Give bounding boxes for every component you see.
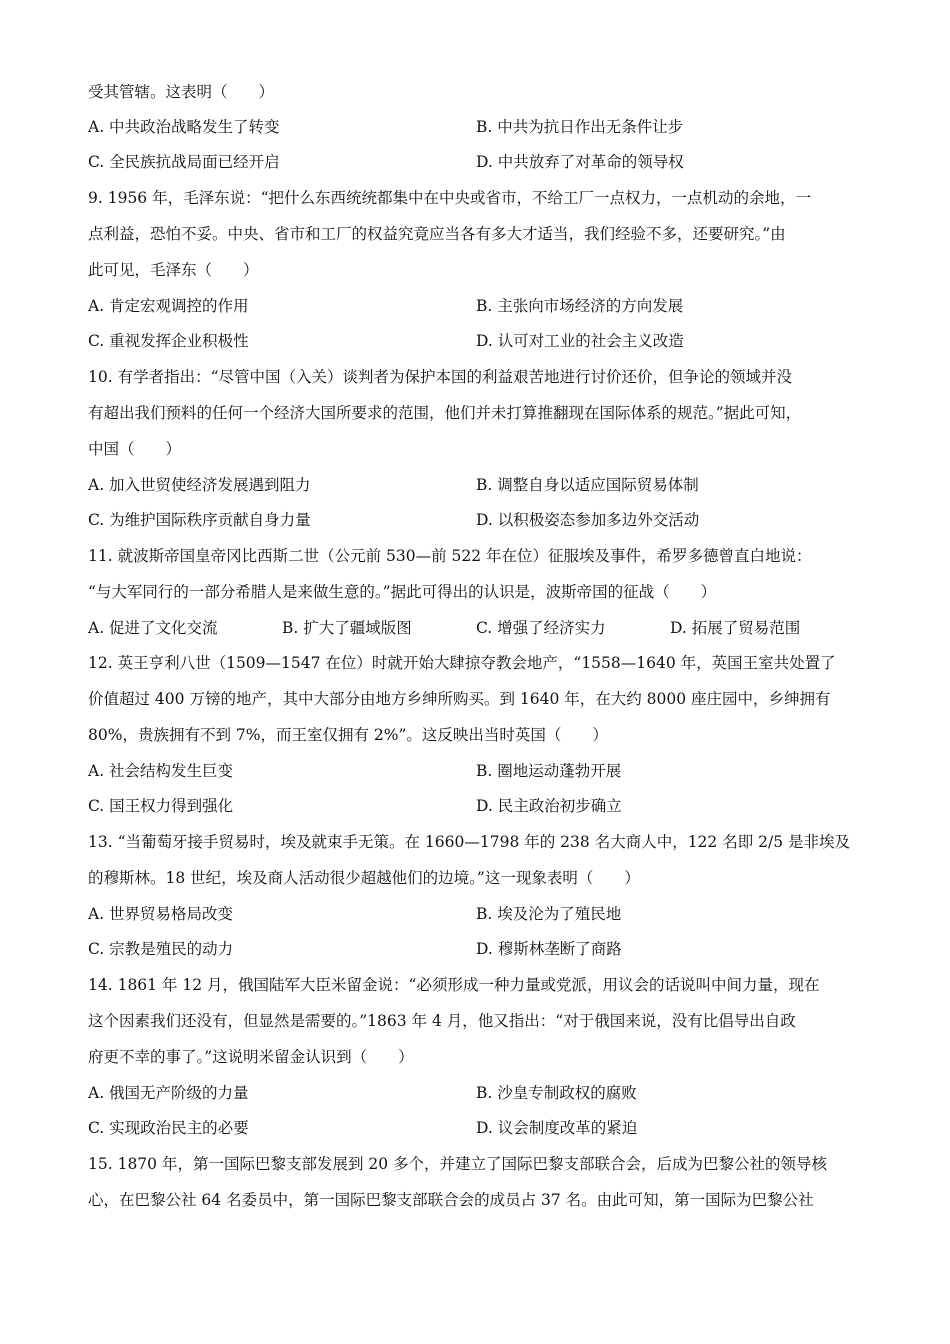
q9-stem-line-1: 9. 1956 年，毛泽东说：“把什么东西统统都集中在中央或省市，不给工厂一点权力，一点机动的余地，一 [88,189,812,207]
q13-stem-line-2: 的穆斯林。18 世纪，埃及商人活动很少超越他们的边境。”这一现象表明（ ） [88,869,640,887]
q8-stem-tail: 受其管辖。这表明（ ） [88,83,275,101]
q10-option-b[interactable]: B. 调整自身以适应国际贸易体制 [476,476,699,494]
q14-option-b[interactable]: B. 沙皇专制政权的腐败 [476,1084,637,1102]
q13-option-c[interactable]: C. 宗教是殖民的动力 [88,940,234,958]
q12-stem-line-2: 价值超过 400 万镑的地产，其中大部分由地方乡绅所购买。到 1640 年，在大约 8000 座庄园中，乡绅拥有 [88,690,831,708]
q14-option-a[interactable]: A. 俄国无产阶级的力量 [88,1084,249,1102]
q12-option-a[interactable]: A. 社会结构发生巨变 [88,762,234,780]
q9-option-c[interactable]: C. 重视发挥企业积极性 [88,332,249,350]
q13-stem-line-1: 13. “当葡萄牙接手贸易时，埃及就束手无策。在 1660—1798 年的 238 名大商人中，122 名即 2/5 是非埃及 [88,833,851,851]
q12-option-c[interactable]: C. 国王权力得到强化 [88,797,234,815]
q13-option-a[interactable]: A. 世界贸易格局改变 [88,905,234,923]
q10-option-a[interactable]: A. 加入世贸使经济发展遇到阻力 [88,476,311,494]
q11-option-d[interactable]: D. 拓展了贸易范围 [670,619,801,637]
q9-option-a[interactable]: A. 肯定宏观调控的作用 [88,297,249,315]
q10-stem-line-3: 中国（ ） [88,440,182,458]
q14-stem-line-2: 这个因素我们还没有，但显然是需要的。”1863 年 4 月，他又指出：“对于俄国来说，没有比倡导出自政 [88,1012,796,1030]
q11-option-c[interactable]: C. 增强了经济实力 [476,619,606,637]
q12-option-d[interactable]: D. 民主政治初步确立 [476,797,622,815]
q14-stem-line-3: 府更不幸的事了。”这说明米留金认识到（ ） [88,1048,414,1066]
q10-option-c[interactable]: C. 为维护国际秩序贡献自身力量 [88,511,311,529]
q10-option-d[interactable]: D. 以积极姿态参加多边外交活动 [476,511,700,529]
q11-stem-line-1: 11. 就波斯帝国皇帝冈比西斯二世（公元前 530—前 522 年在位）征服埃及事件，希罗多德曾直白地说： [88,547,812,565]
q11-option-a[interactable]: A. 促进了文化交流 [88,619,218,637]
q8-option-b[interactable]: B. 中共为抗日作出无条件让步 [476,118,684,136]
q8-option-a[interactable]: A. 中共政治战略发生了转变 [88,118,280,136]
q9-option-d[interactable]: D. 认可对工业的社会主义改造 [476,332,684,350]
q14-stem-line-1: 14. 1861 年 12 月，俄国陆军大臣米留金说：“必须形成一种力量或党派，用议会的话说叫中间力量，现在 [88,976,820,994]
q13-option-b[interactable]: B. 埃及沦为了殖民地 [476,905,622,923]
q12-stem-line-3: 80%，贵族拥有不到 7%，而王室仅拥有 2%”。这反映出当时英国（ ） [88,726,608,744]
q8-option-d[interactable]: D. 中共放弃了对革命的领导权 [476,153,684,171]
q12-option-b[interactable]: B. 圈地运动蓬勃开展 [476,762,622,780]
q15-stem-line-2: 心，在巴黎公社 64 名委员中，第一国际巴黎支部联合会的成员占 37 名。由此可知，第一国际为巴黎公社 [88,1191,814,1209]
q11-option-b[interactable]: B. 扩大了疆域版图 [282,619,412,637]
q14-option-d[interactable]: D. 议会制度改革的紧迫 [476,1119,638,1137]
q9-stem-line-3: 此可见，毛泽东（ ） [88,261,259,279]
q15-stem-line-1: 15. 1870 年，第一国际巴黎支部发展到 20 多个，并建立了国际巴黎支部联合会，后成为巴黎公社的领导核 [88,1155,828,1173]
q9-option-b[interactable]: B. 主张向市场经济的方向发展 [476,297,684,315]
q13-option-d[interactable]: D. 穆斯林垄断了商路 [476,940,622,958]
q8-option-c[interactable]: C. 全民族抗战局面已经开启 [88,153,280,171]
q10-stem-line-1: 10. 有学者指出：“尽管中国（入关）谈判者为保护本国的利益艰苦地进行讨价还价，但争论的领域并没 [88,368,793,386]
q12-stem-line-1: 12. 英王亨利八世（1509—1547 在位）时就开始大肆掠夺教会地产，“1558—1640 年，英国王室共处置了 [88,654,836,672]
q14-option-c[interactable]: C. 实现政治民主的必要 [88,1119,249,1137]
q10-stem-line-2: 有超出我们预料的任何一个经济大国所要求的范围，他们并未打算推翻现在国际体系的规范。”据此可知， [88,404,802,422]
q9-stem-line-2: 点利益，恐怕不妥。中央、省市和工厂的权益究竟应当各有多大才适当，我们经验不多，还要研究。”由 [88,225,786,243]
q11-stem-line-2: “与大军同行的一部分希腊人是来做生意的。”据此可得出的认识是，波斯帝国的征战（ ） [88,583,717,601]
